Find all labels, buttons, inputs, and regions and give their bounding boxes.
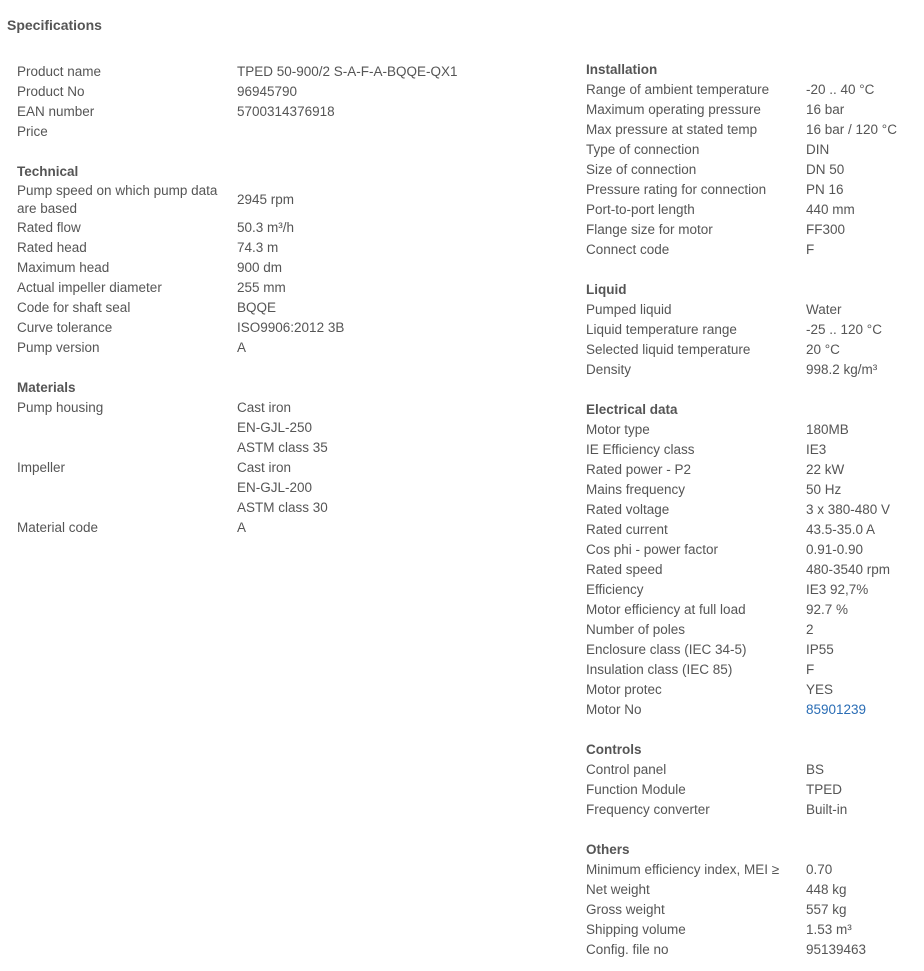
spec-value: ASTM class 35 [237, 440, 328, 455]
spec-row [586, 680, 916, 700]
spec-value: -25 .. 120 °C [806, 322, 882, 337]
spec-value: 255 mm [237, 280, 286, 295]
right-column [586, 60, 916, 960]
spec-value: 16 bar [806, 102, 845, 117]
spec-row-rated-head [17, 238, 557, 258]
spec-label: Frequency converter [586, 802, 710, 817]
spec-value: 2945 rpm [237, 192, 295, 207]
spec-row-pump-version [17, 338, 557, 358]
spec-row [586, 440, 916, 460]
spec-value: YES [806, 682, 834, 697]
spec-value: TPED 50-900/2 S-A-F-A-BQQE-QX1 [237, 64, 458, 79]
spec-row [586, 80, 916, 100]
spec-value: IE3 92,7% [806, 582, 869, 597]
spec-value: 74.3 m [237, 240, 279, 255]
spec-value: 998.2 kg/m³ [806, 362, 878, 377]
spec-row [586, 100, 916, 120]
spec-value: 2 [806, 622, 814, 637]
spec-row-impeller [17, 458, 557, 518]
spec-label: Type of connection [586, 142, 700, 157]
spec-value: 0.70 [806, 862, 833, 877]
spec-label: Product No [17, 84, 85, 99]
spec-value: BS [806, 762, 825, 777]
spec-label: Shipping volume [586, 922, 686, 937]
spec-row-pump-housing [17, 398, 557, 458]
spec-label: Product name [17, 64, 102, 79]
spec-row [586, 540, 916, 560]
spec-row-material-code [17, 518, 557, 538]
spec-value: 448 kg [806, 882, 847, 897]
spec-row [586, 860, 916, 880]
spec-value: 557 kg [806, 902, 847, 917]
spec-label: Actual impeller diameter [17, 280, 162, 295]
spec-row [586, 760, 916, 780]
spec-row [586, 520, 916, 540]
section-title-installation: Installation [586, 62, 658, 77]
technical-section [17, 162, 557, 358]
spec-row [586, 780, 916, 800]
spec-row [586, 480, 916, 500]
spec-value: F [806, 242, 815, 257]
spec-value: 50 Hz [806, 482, 842, 497]
spec-row [586, 360, 916, 380]
spec-value [237, 122, 557, 142]
spec-value: Water [806, 302, 842, 317]
spec-label: Material code [17, 520, 99, 535]
spec-row [586, 640, 916, 660]
spec-label: Rated flow [17, 220, 81, 235]
others-section [586, 840, 916, 960]
spec-label: Rated current [586, 522, 668, 537]
spec-value: 43.5-35.0 A [806, 522, 876, 537]
spec-value: A [237, 340, 247, 355]
spec-value: IE3 [806, 442, 827, 457]
spec-row [586, 880, 916, 900]
spec-row [586, 600, 916, 620]
spec-label: Pump housing [17, 400, 104, 415]
spec-value: 5700314376918 [237, 104, 335, 119]
spec-label: Rated voltage [586, 502, 670, 517]
spec-label: Function Module [586, 782, 686, 797]
spec-label: Connect code [586, 242, 670, 257]
spec-row [586, 420, 916, 440]
spec-value: A [237, 520, 247, 535]
spec-row-product-no [17, 82, 557, 102]
spec-label: Code for shaft seal [17, 300, 131, 315]
spec-label: Flange size for motor [586, 222, 713, 237]
spec-row [586, 800, 916, 820]
liquid-section [586, 280, 916, 380]
spec-value: IP55 [806, 642, 834, 657]
spec-label: Price [17, 124, 48, 139]
spec-label: Impeller [17, 460, 66, 475]
spec-row-curve-tolerance [17, 318, 557, 338]
spec-value: 92.7 % [806, 602, 849, 617]
spec-label: Motor efficiency at full load [586, 602, 746, 617]
spec-value: 95139463 [806, 942, 867, 957]
spec-label: Enclosure class (IEC 34-5) [586, 642, 747, 657]
spec-label: Insulation class (IEC 85) [586, 662, 733, 677]
spec-row [586, 940, 916, 960]
spec-value: 20 °C [806, 342, 840, 357]
spec-label: Pump version [17, 340, 100, 355]
spec-label: Motor No [586, 702, 642, 717]
spec-value: 3 x 380-480 V [806, 502, 891, 517]
spec-row [586, 620, 916, 640]
general-section [17, 62, 557, 142]
spec-row [586, 460, 916, 480]
spec-value: 0.91-0.90 [806, 542, 864, 557]
spec-row-product-name [17, 62, 557, 82]
spec-label: Efficiency [586, 582, 644, 597]
spec-row-rated-flow [17, 218, 557, 238]
spec-label: Curve tolerance [17, 320, 113, 335]
spec-row-motor-no [586, 700, 916, 720]
section-title-others: Others [586, 842, 630, 857]
spec-label: Density [586, 362, 632, 377]
spec-label: Cos phi - power factor [586, 542, 719, 557]
spec-value: BQQE [237, 300, 277, 315]
spec-label: Pump speed on which pump data are based [17, 183, 218, 216]
spec-row-price [17, 122, 557, 142]
spec-label: Range of ambient temperature [586, 82, 770, 97]
spec-value: Cast iron [237, 460, 292, 475]
spec-label: Mains frequency [586, 482, 686, 497]
spec-row [586, 900, 916, 920]
spec-label: Pumped liquid [586, 302, 672, 317]
spec-label: EAN number [17, 104, 95, 119]
spec-row [586, 340, 916, 360]
spec-row-impeller-diameter [17, 278, 557, 298]
spec-value: 180MB [806, 422, 849, 437]
spec-label: Port-to-port length [586, 202, 695, 217]
section-title-electrical: Electrical data [586, 402, 678, 417]
spec-value: Built-in [806, 802, 848, 817]
spec-row [586, 180, 916, 200]
spec-label: Net weight [586, 882, 650, 897]
spec-value: 50.3 m³/h [237, 220, 295, 235]
spec-value: Cast iron [237, 400, 292, 415]
spec-label: Max pressure at stated temp [586, 122, 758, 137]
installation-section [586, 60, 916, 260]
electrical-section [586, 400, 916, 720]
spec-value: PN 16 [806, 182, 844, 197]
spec-value: EN-GJL-250 [237, 420, 313, 435]
spec-row [586, 140, 916, 160]
spec-row [586, 300, 916, 320]
spec-label: Size of connection [586, 162, 697, 177]
motor-no-link[interactable]: 85901239 [806, 702, 867, 717]
spec-value: 480-3540 rpm [806, 562, 891, 577]
spec-label: Rated speed [586, 562, 663, 577]
spec-label: Number of poles [586, 622, 686, 637]
spec-value: 16 bar / 120 °C [806, 122, 897, 137]
spec-value: FF300 [806, 222, 846, 237]
page-title: Specifications [7, 17, 102, 33]
spec-value-list [237, 398, 557, 458]
section-title-liquid: Liquid [586, 282, 627, 297]
spec-value: 96945790 [237, 84, 298, 99]
spec-value: ISO9906:2012 3B [237, 320, 345, 335]
spec-row [586, 120, 916, 140]
spec-row-shaft-seal [17, 298, 557, 318]
spec-label: Motor protec [586, 682, 662, 697]
left-column [17, 60, 557, 558]
materials-section [17, 378, 557, 538]
spec-value: -20 .. 40 °C [806, 82, 875, 97]
spec-row [586, 660, 916, 680]
spec-value: ASTM class 30 [237, 500, 328, 515]
spec-label: Gross weight [586, 902, 665, 917]
spec-value: DIN [806, 142, 830, 157]
spec-value: 22 kW [806, 462, 845, 477]
spec-value: TPED [806, 782, 843, 797]
spec-label: Liquid temperature range [586, 322, 737, 337]
spec-label: Selected liquid temperature [586, 342, 751, 357]
spec-row [586, 240, 916, 260]
spec-label: Maximum operating pressure [586, 102, 761, 117]
spec-label: Control panel [586, 762, 667, 777]
spec-label: Pressure rating for connection [586, 182, 767, 197]
spec-label: Motor type [586, 422, 650, 437]
section-title-materials: Materials [17, 380, 76, 395]
spec-label: Maximum head [17, 260, 110, 275]
spec-row [586, 200, 916, 220]
spec-value: DN 50 [806, 162, 845, 177]
spec-row-pump-speed [17, 182, 557, 218]
spec-row [586, 320, 916, 340]
spec-label: IE Efficiency class [586, 442, 695, 457]
spec-value: 1.53 m³ [806, 922, 852, 937]
spec-label: Config. file no [586, 942, 669, 957]
spec-row-ean [17, 102, 557, 122]
spec-row [586, 560, 916, 580]
spec-row [586, 580, 916, 600]
spec-row [586, 500, 916, 520]
spec-row [586, 220, 916, 240]
spec-value: 440 mm [806, 202, 855, 217]
section-title-controls: Controls [586, 742, 642, 757]
spec-value: 900 dm [237, 260, 283, 275]
section-title-technical: Technical [17, 164, 79, 179]
spec-row [586, 160, 916, 180]
controls-section [586, 740, 916, 820]
spec-value: EN-GJL-200 [237, 480, 313, 495]
spec-value-list [237, 458, 557, 518]
spec-label: Minimum efficiency index, MEI ≥ [586, 862, 780, 877]
spec-label: Rated power - P2 [586, 462, 692, 477]
spec-value: F [806, 662, 815, 677]
spec-row [586, 920, 916, 940]
spec-label: Rated head [17, 240, 87, 255]
spec-row-maximum-head [17, 258, 557, 278]
